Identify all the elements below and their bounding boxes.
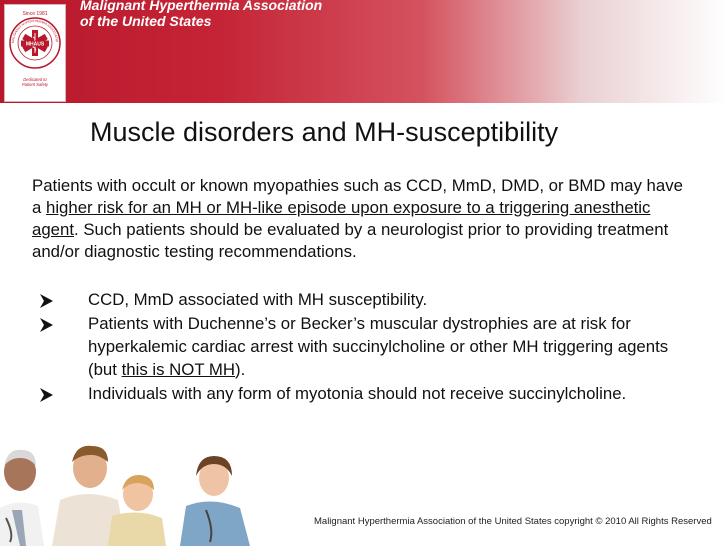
bullet-text-end: ). — [235, 360, 246, 379]
intro-paragraph — [32, 175, 692, 263]
organization-name — [80, 0, 322, 29]
intro-text-b: . Such patients should be evaluated by a neurologist prior to providing treatment and/or diagnostic testing recommendations. — [32, 220, 669, 261]
arrow-bullet-icon — [40, 385, 53, 408]
mhaus-logo-icon — [5, 5, 65, 101]
bullet-text: Individuals with any form of myotonia should not receive succinylcholine. — [88, 384, 627, 403]
bullet-underlined-phrase: this is NOT MH — [121, 360, 236, 379]
logo-tagline-2: Patient Safety — [21, 82, 49, 87]
logo-acronym: MHAUS — [25, 41, 45, 48]
footer-copyright: Malignant Hyperthermia Association of the United States copyright © 2010 All Rights Reserved — [314, 516, 712, 527]
bullet-item — [40, 288, 700, 311]
bullet-text: CCD, MmD associated with MH susceptibility. — [88, 290, 428, 309]
organization-name-line-1: Malignant Hyperthermia Association — [80, 0, 323, 13]
header-banner — [0, 0, 728, 103]
arrow-bullet-icon — [40, 315, 53, 338]
nurse-figure — [180, 456, 250, 546]
logo-tagline-1: Dedicated to — [23, 77, 47, 82]
arrow-bullet-icon — [40, 291, 53, 314]
mhaus-logo — [4, 4, 66, 102]
organization-name-line-2: of the United States — [80, 13, 212, 29]
intro-text-a: Patients with occult or known myopathies such as CCD, MmD, DMD, or BMD may have a — [32, 176, 683, 217]
bullet-list — [40, 288, 700, 406]
slide-title: Muscle disorders and MH-susceptibility — [90, 117, 559, 147]
intro-underlined-phrase: higher risk for an MH or MH-like episode upon exposure to a triggering anesthetic agent — [32, 198, 651, 239]
logo-since: Since 1981 — [22, 11, 48, 17]
people-photo — [0, 438, 270, 546]
logo-ring-text: MALIGNANT HYPERTHERMIA ASSOCIATIO — [10, 18, 60, 44]
bullet-item — [40, 312, 700, 381]
bullet-item — [40, 382, 700, 405]
doctor-figure — [0, 450, 44, 546]
bullet-text: Patients with Duchenne’s or Becker’s muscular dystrophies are at risk for hyperkalemic cardiac arrest with succinylcholine or other MH triggering agents (but — [88, 314, 669, 379]
